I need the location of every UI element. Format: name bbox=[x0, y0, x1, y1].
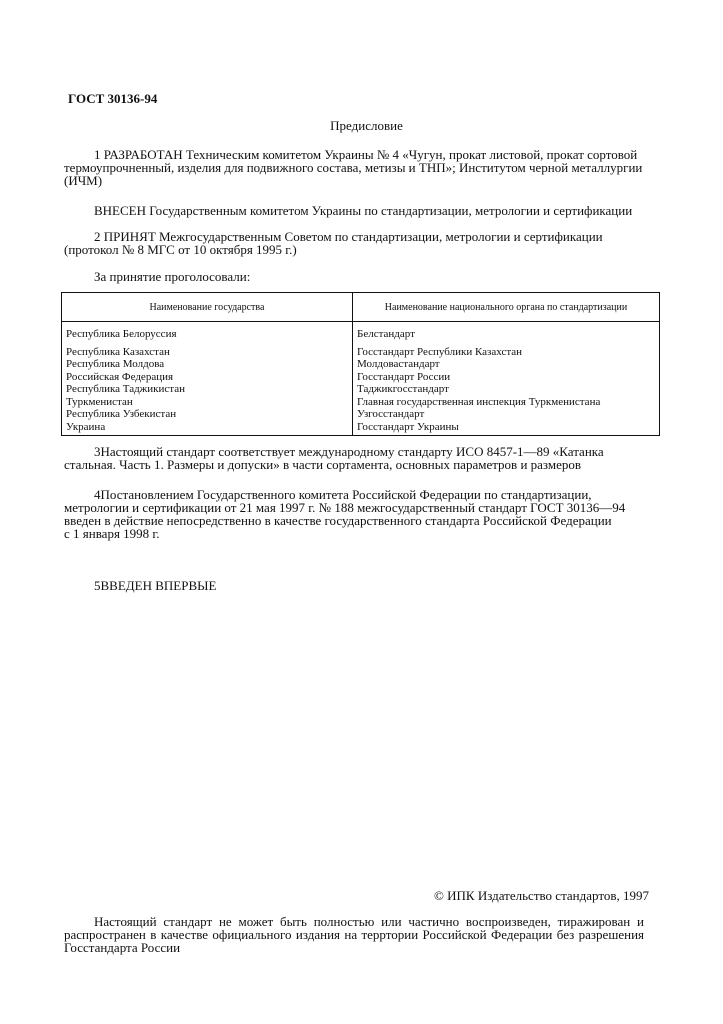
voting-states-table bbox=[61, 292, 660, 436]
standards-body-cell: Таджикгосстандарт bbox=[353, 383, 660, 396]
paragraph-text: 1 РАЗРАБОТАН Техническим комитетом Украины № 4 «Чугун, прокат листовой, прокат сортовой термоупрочненный, изделия для подвижного состава, метизы и ТНП»; Институтом черной металлургии (ИЧМ) bbox=[64, 147, 643, 188]
paragraph-adopted-by bbox=[64, 230, 644, 256]
state-cell: Республика Молдова bbox=[62, 358, 353, 371]
table-row bbox=[62, 396, 660, 409]
standards-body-cell: Белстандарт bbox=[353, 322, 660, 346]
state-cell: Российская Федерация bbox=[62, 371, 353, 384]
paragraph-introduced-first-time bbox=[64, 579, 644, 592]
state-cell: Республика Белоруссия bbox=[62, 322, 353, 346]
state-cell: Республика Узбекистан bbox=[62, 408, 353, 421]
paragraph-text: 5ВВЕДЕН ВПЕРВЫЕ bbox=[94, 578, 217, 593]
column-header-state: Наименование государства bbox=[62, 293, 353, 322]
standards-body-cell: Госстандарт Украины bbox=[353, 421, 660, 436]
standards-body-cell: Госстандарт России bbox=[353, 371, 660, 384]
state-cell: Республика Казахстан bbox=[62, 346, 353, 359]
standards-body-cell: Узгосстандарт bbox=[353, 408, 660, 421]
state-cell: Украина bbox=[62, 421, 353, 436]
paragraph-line: введен в действие непосредственно в качестве государственного стандарта Российской Федерации bbox=[64, 513, 612, 528]
paragraph-iso-conformity bbox=[64, 445, 644, 471]
paragraph-line: с 1 января 1998 г. bbox=[64, 526, 160, 541]
paragraph-text: 2 ПРИНЯТ Межгосударственным Советом по стандартизации, метрологии и сертификации (протокол № 8 МГС от 10 октября 1995 г.) bbox=[64, 229, 603, 257]
table-row bbox=[62, 383, 660, 396]
table-row bbox=[62, 371, 660, 384]
standards-body-cell: Молдовастандарт bbox=[353, 358, 660, 371]
paragraph-voted-for bbox=[64, 270, 644, 283]
state-cell: Республика Таджикистан bbox=[62, 383, 353, 396]
reproduction-notice bbox=[64, 915, 644, 954]
standards-body-cell: Госстандарт Республики Казахстан bbox=[353, 346, 660, 359]
notice-text: Настоящий стандарт не может быть полностью или частично воспроизведен, тиражирован и распространен в качестве официального издания на терртории Российской Федерации без разрешения Госстандарта России bbox=[64, 914, 644, 955]
column-header-standards-body: Наименование национального органа по стандартизации bbox=[353, 293, 660, 322]
table-row bbox=[62, 421, 660, 436]
state-cell: Туркменистан bbox=[62, 396, 353, 409]
standards-body-cell: Главная государственная инспекция Туркменистана bbox=[353, 396, 660, 409]
paragraph-text: 4Постановлением Государственного комитета Российской Федерации по стандартизации, метрологии и сертификации от 21 мая 1997 г. № 188 межгосударственный стандарт ГОСТ 30136—94 bbox=[64, 487, 626, 515]
table-row bbox=[62, 408, 660, 421]
copyright-line: © ИПК Издательство стандартов, 1997 bbox=[434, 888, 649, 903]
table-row bbox=[62, 358, 660, 371]
paragraph-enactment bbox=[64, 488, 644, 540]
paragraph-developed-by bbox=[64, 148, 644, 187]
table-row bbox=[62, 346, 660, 359]
table-row bbox=[62, 322, 660, 346]
table-header-row bbox=[62, 293, 660, 322]
section-title: Предисловие bbox=[330, 118, 403, 133]
paragraph-text: ВНЕСЕН Государственным комитетом Украины по стандартизации, метрологии и сертификации bbox=[94, 203, 633, 218]
paragraph-text: 3Настоящий стандарт соответствует международному стандарту ИСО 8457-1—89 «Катанка стальная. Часть 1. Размеры и допуски» в части сортамента, основных параметров и размеров bbox=[64, 444, 604, 472]
paragraph-line bbox=[64, 488, 644, 514]
paragraph-text: За принятие проголосовали: bbox=[94, 269, 251, 284]
paragraph-introduced-by bbox=[64, 204, 644, 217]
document-number: ГОСТ 30136-94 bbox=[68, 91, 158, 106]
